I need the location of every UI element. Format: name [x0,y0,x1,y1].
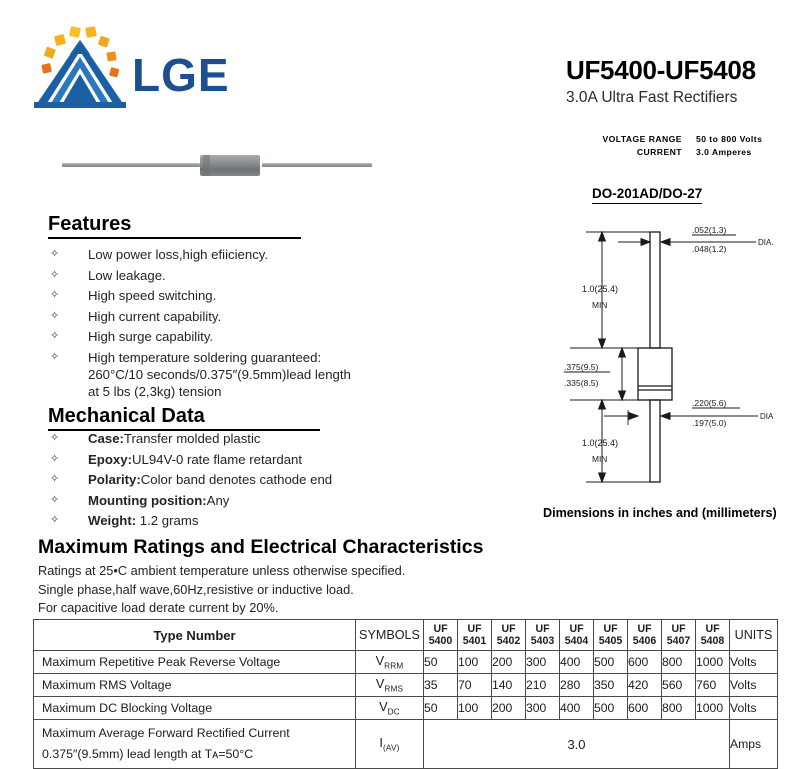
row-label-vrms: Maximum RMS Voltage [34,674,356,697]
mechanical-item [88,430,261,447]
feature-text: Low power loss,high efiiciency. [88,247,269,262]
mechanical-item-value: 1.2 grams [136,513,199,529]
cell-value: 300 [526,697,560,720]
mechanical-data-heading: Mechanical Data [48,405,320,431]
feature-text-line1: High temperature soldering guaranteed: [88,349,322,365]
dimension-caption: Dimensions in inches and (millimeters) [543,506,777,520]
spec-label-voltage-range: VOLTAGE RANGE [602,134,682,144]
cell-value: 200 [492,651,526,674]
list-item [46,267,446,284]
brand-wordmark: LGE [132,49,230,101]
symbol-sub: (AV) [382,743,400,753]
dim-bottom-lead-min: MIN [592,454,608,464]
mechanical-item-value: UL94V-0 rate flame retardant [131,451,303,467]
list-item [46,471,446,488]
spec-label-current: CURRENT [636,146,682,157]
diamond-bullet-icon: ✧ [50,309,60,322]
cell-value: 140 [492,674,526,697]
list-item [46,349,446,400]
ratings-notes [38,562,405,618]
diamond-bullet-icon: ✧ [50,248,60,260]
mechanical-item-label: Mounting position: [88,492,207,508]
col-header-part-uf5401 [458,620,492,651]
row-symbol-vrms [356,674,424,697]
col-header-part-uf5405 [594,620,628,651]
part-subtitle: 3.0A Ultra Fast Rectifiers [566,89,738,106]
feature-text-line2: 260°C/10 seconds/0.375″(9.5mm)lead length [88,366,351,382]
mechanical-item-value: Transfer molded plastic [123,431,261,446]
cell-value: 800 [662,697,696,720]
cell-value: 800 [662,651,696,674]
spec-row [566,133,800,146]
part-prefix: UF [501,623,516,635]
diamond-bullet-icon: ✧ [50,514,60,527]
part-prefix: UF [569,623,584,635]
table-row [34,651,778,674]
row-label-iav [34,720,356,769]
part-number: 5405 [598,635,623,647]
cell-value: 280 [560,674,594,697]
cell-value: 560 [662,674,696,697]
part-number: 5402 [496,635,521,647]
mechanical-item [88,492,229,509]
symbol-base: V [375,676,385,692]
list-item [46,430,446,447]
page-title: UF5400-UF5408 [566,55,756,85]
diamond-bullet-icon: ✧ [50,432,60,444]
list-item [46,328,446,345]
diamond-bullet-icon: ✧ [50,493,60,506]
col-header-units: UNITS [730,620,778,651]
dim-body-dia-max: .220(5.6) [692,398,727,408]
features-list [46,246,446,404]
col-header-part-uf5406 [628,620,662,651]
cell-value: 50 [424,651,458,674]
feature-text: High speed switching. [88,288,217,304]
dim-body-dia-tag: DIA [760,412,774,421]
cell-value: 600 [628,697,662,720]
brand-logo [28,14,268,114]
table-row [34,720,778,769]
row-label-vrrm: Maximum Repetitive Peak Reverse Voltage [34,651,356,674]
feature-text-line3: at 5 lbs (2,3kg) tension [88,383,222,399]
spec-value-voltage-range: 50 to 800 Volts [696,134,763,144]
row-symbol-iav [356,720,424,769]
cell-units: Volts [730,651,778,674]
symbol-sub: RMS [384,684,404,694]
row-label-iav-line1: Maximum Average Forward Rectified Current [42,726,290,740]
feature-text [88,349,351,400]
row-label-vdc: Maximum DC Blocking Voltage [34,697,356,720]
list-item [46,492,446,509]
col-header-symbols: SYMBOLS [356,620,424,651]
cell-value: 35 [424,674,458,697]
ratings-note: Single phase,half wave,60Hz,resistive or inductive load. [38,581,354,597]
cell-value: 760 [696,674,730,697]
row-symbol-vrrm [356,651,424,674]
cell-value: 100 [458,697,492,720]
table-row [34,674,778,697]
cell-value: 300 [526,651,560,674]
col-header-type-number: Type Number [34,620,356,651]
part-number: 5406 [632,635,657,647]
part-prefix: UF [535,623,550,635]
cell-units: Volts [730,674,778,697]
part-number: 5403 [530,635,555,647]
diode-lead-left-icon [62,163,200,167]
feature-text: High surge capability. [88,329,214,345]
cell-value: 350 [594,674,628,697]
dim-lead-dia-tag: DIA. [758,238,774,247]
diamond-bullet-icon: ✧ [50,452,60,465]
part-prefix: UF [603,623,618,635]
diode-cathode-band-icon [203,155,210,176]
cell-value: 1000 [696,697,730,720]
symbol-base: V [379,699,388,715]
diamond-bullet-icon: ✧ [50,289,60,302]
cell-value: 600 [628,651,662,674]
row-label-iav-line2: 0.375″(9.5mm) lead length at Tᴀ=50°C [42,747,254,761]
mechanical-item [88,512,198,529]
col-header-part-uf5404 [560,620,594,651]
cell-value-span: 3.0 [424,720,730,769]
dim-lead-dia-max: .052(1.3) [692,225,727,235]
ratings-table [33,619,778,769]
symbol-base: I [379,735,383,751]
spec-value-current: 3.0 Amperes [696,146,752,157]
dim-top-lead-min: MIN [592,300,608,310]
mechanical-data-list [46,430,446,533]
part-number: 5401 [462,635,487,647]
cell-value: 200 [492,697,526,720]
cell-value: 500 [594,651,628,674]
list-item [46,451,446,468]
list-item [46,308,446,325]
dim-body-len-max: .375(9.5) [564,362,599,372]
diode-lead-right-icon [262,163,372,167]
col-header-part-uf5402 [492,620,526,651]
feature-text: Low leakage. [88,267,166,283]
part-prefix: UF [637,623,652,635]
cell-value: 70 [458,674,492,697]
part-number: 5407 [666,635,691,647]
cell-value: 500 [594,697,628,720]
part-number: 5408 [700,635,725,647]
feature-text: High current capability. [88,308,222,324]
cell-value: 400 [560,651,594,674]
dim-body-len-min: .335(8.5) [564,378,599,388]
part-number: 5404 [564,635,589,647]
part-prefix: UF [467,623,482,635]
table-header-row [34,620,778,651]
cell-value: 50 [424,697,458,720]
cell-value: 210 [526,674,560,697]
cell-value: 100 [458,651,492,674]
mechanical-item-value: Any [206,492,230,508]
dim-body-dia-min: .197(5.0) [692,418,727,428]
mechanical-item-label: Case: [88,431,124,446]
spec-row [566,146,800,159]
ratings-heading: Maximum Ratings and Electrical Characteristics [38,536,484,558]
part-number: 5400 [428,635,453,647]
features-heading: Features [48,213,301,239]
table-row [34,697,778,720]
diamond-bullet-icon: ✧ [50,268,60,281]
part-prefix: UF [671,623,686,635]
mechanical-item-label: Weight: [88,513,137,529]
diamond-bullet-icon: ✧ [50,330,60,343]
col-header-part-uf5408 [696,620,730,651]
diamond-bullet-icon: ✧ [50,473,60,486]
ratings-note: For capacitive load derate current by 20%. [38,600,279,615]
cell-value: 1000 [696,651,730,674]
spec-summary [566,133,800,158]
diamond-bullet-icon: ✧ [50,350,60,363]
part-prefix: UF [433,623,448,635]
dim-lead-dia-min: .048(1.2) [692,244,727,254]
list-item [46,246,446,263]
axial-diode-photo [62,150,352,180]
symbol-sub: DC [387,707,400,717]
cell-units: Volts [730,697,778,720]
package-dimension-drawing [560,220,800,495]
list-item [46,512,446,529]
mechanical-item-value: Color band denotes cathode end [140,472,333,488]
part-prefix: UF [705,623,720,635]
mechanical-item-label: Epoxy: [88,451,132,467]
dim-bottom-lead-len: 1.0(25.4) [582,438,619,448]
mountain-triangle-logo-icon [28,18,132,114]
cell-units: Amps [730,720,778,769]
ratings-note: Ratings at 25•C ambient temperature unless otherwise specified. [38,563,406,578]
col-header-part-uf5400 [424,620,458,651]
mechanical-item-label: Polarity: [88,472,141,488]
symbol-base: V [375,653,385,669]
col-header-part-uf5403 [526,620,560,651]
cell-value: 400 [560,697,594,720]
symbol-sub: RRM [384,661,404,671]
col-header-part-uf5407 [662,620,696,651]
mechanical-item [88,471,332,488]
list-item [46,287,446,304]
dim-top-lead-len: 1.0(25.4) [582,284,619,294]
package-designator: DO-201AD/DO-27 [592,186,702,204]
row-symbol-vdc [356,697,424,720]
mechanical-item [88,451,302,468]
cell-value: 420 [628,674,662,697]
